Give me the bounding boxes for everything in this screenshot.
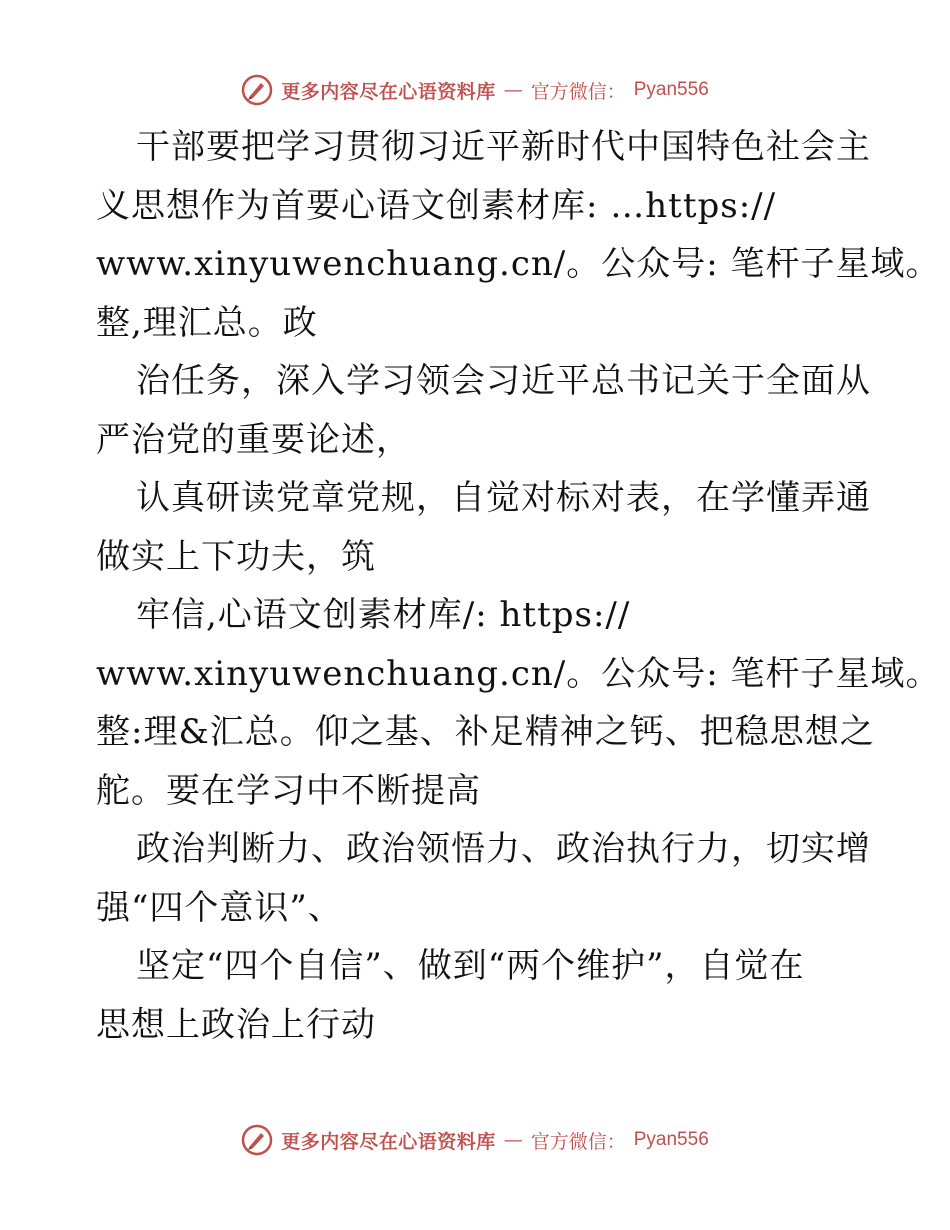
watermark-text: 更多内容尽在心语资料库 [281,80,496,103]
body-line: 坚定“四个自信”、做到“两个维护”，自觉在 [136,946,805,986]
body-line: 思想上政治上行动 [96,1004,376,1045]
watermark-wechat-id: Pyan556 [633,79,709,100]
quill-logo-icon [241,74,273,106]
watermark-dash: — [503,1129,523,1151]
watermark-official-label: 官方微信： [530,1130,626,1153]
body-line: 治任务，深入学习领会习近平总书记关于全面从 [136,361,871,401]
body-line: www.xinyuwenchuang.cn/。公众号: 笔杆子星域。 [96,653,941,694]
quill-logo-icon [241,1124,273,1156]
watermark-official-label: 官方微信： [530,80,626,103]
body-line: 严治党的重要论述， [96,419,411,460]
footer-watermark [0,1120,950,1160]
watermark-dash: — [503,79,523,101]
body-line: 政治判断力、政治领悟力、政治执行力，切实增 [136,829,871,869]
body-line: 强“四个意识”、 [96,887,343,928]
watermark-wechat-id: Pyan556 [633,1129,709,1150]
body-line: 整:理&汇总。仰之基、补足精神之钙、把稳思想之 [96,712,875,752]
watermark-text: 更多内容尽在心语资料库 [281,1130,496,1153]
body-line: 认真研读党章党规，自觉对标对表，在学懂弄通 [136,478,871,518]
body-line: 整,理汇总。政 [96,302,318,343]
body-line: 干部要把学习贯彻习近平新时代中国特色社会主 [136,127,871,167]
body-line: 牢信,心语文创素材库/: https:// [136,595,631,635]
body-line: 舵。要在学习中不断提高 [96,770,481,811]
body-line: www.xinyuwenchuang.cn/。公众号: 笔杆子星域。 [96,244,941,284]
body-line: 义思想作为首要心语文创素材库: …https:// [96,185,777,226]
document-body [96,118,941,1054]
header-watermark [0,70,950,110]
body-line: 做实上下功夫，筑 [96,536,376,577]
